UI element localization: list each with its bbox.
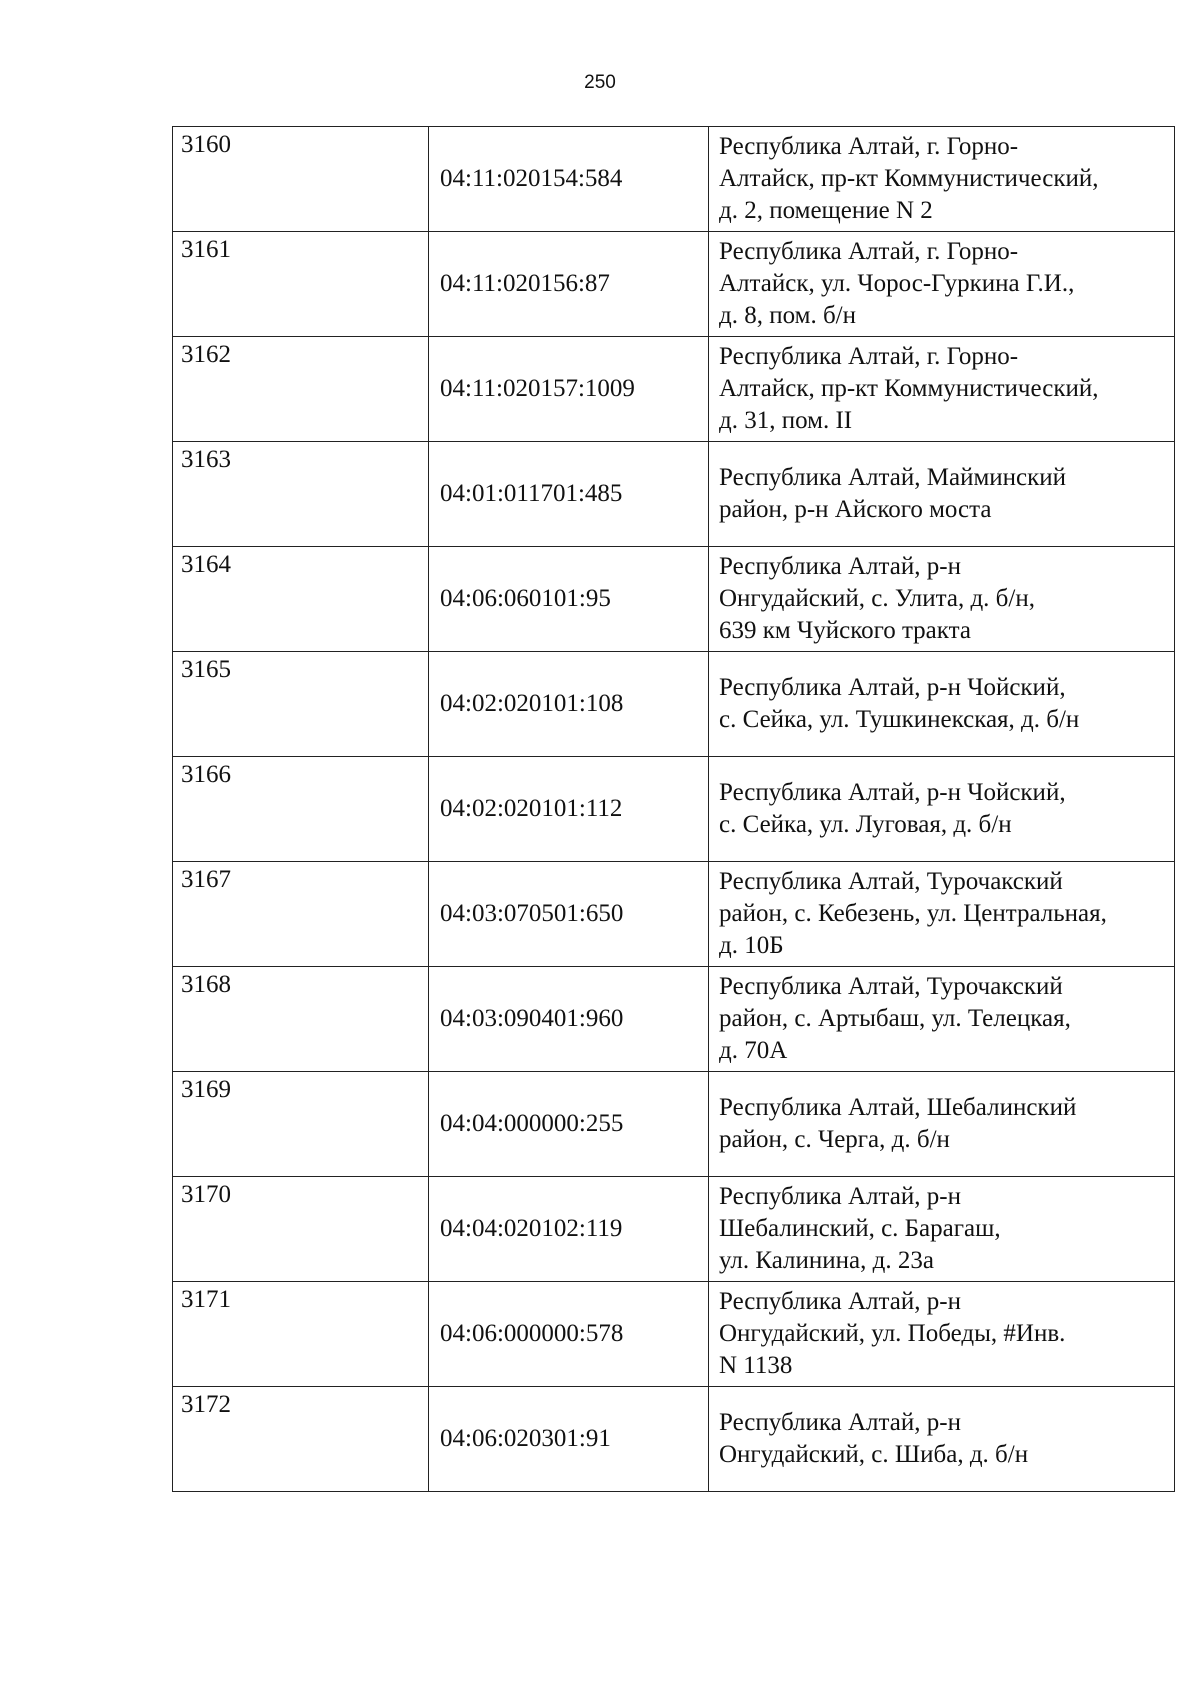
table-row — [173, 442, 1175, 547]
table-row — [173, 652, 1175, 757]
table-row — [173, 862, 1175, 967]
row-number-cell — [173, 337, 429, 442]
address-line: д. 70А — [719, 1037, 788, 1064]
address-cell — [709, 232, 1175, 337]
cadastral-number: 04:06:020301:91 — [440, 1425, 611, 1452]
cadastral-number: 04:06:060101:95 — [440, 585, 611, 612]
table-row — [173, 967, 1175, 1072]
address-line: Республика Алтай, г. Горно- — [719, 238, 1019, 265]
table-row — [173, 232, 1175, 337]
address-line: N 1138 — [719, 1352, 793, 1379]
address-cell — [709, 127, 1175, 232]
row-number-cell — [173, 1177, 429, 1282]
address-line: Республика Алтай, р-н — [719, 1183, 961, 1210]
address-cell — [709, 1177, 1175, 1282]
row-number: 3160 — [181, 131, 231, 158]
address-line: Республика Алтай, р-н Чойский, — [719, 674, 1066, 701]
address-line: Республика Алтай, р-н — [719, 553, 961, 580]
cadastral-cell — [429, 862, 709, 967]
cadastral-cell — [429, 1282, 709, 1387]
address-cell — [709, 652, 1175, 757]
row-number-cell — [173, 127, 429, 232]
cadastral-cell — [429, 757, 709, 862]
address-line: д. 10Б — [719, 932, 784, 959]
row-number-cell — [173, 1387, 429, 1492]
cadastral-cell — [429, 1072, 709, 1177]
address-line: 639 км Чуйского тракта — [719, 617, 971, 644]
cadastral-number: 04:04:020102:119 — [440, 1215, 623, 1242]
address-line: Алтайск, пр-кт Коммунистический, — [719, 375, 1099, 402]
address-cell — [709, 1072, 1175, 1177]
address-line: Республика Алтай, г. Горно- — [719, 133, 1019, 160]
cadastral-cell — [429, 337, 709, 442]
address-line: Республика Алтай, Майминский — [719, 464, 1067, 491]
address-cell — [709, 1387, 1175, 1492]
cadastral-cell — [429, 1177, 709, 1282]
address-line: с. Сейка, ул. Тушкинекская, д. б/н — [719, 706, 1080, 733]
row-number: 3169 — [181, 1076, 231, 1103]
row-number-cell — [173, 442, 429, 547]
row-number-cell — [173, 757, 429, 862]
cadastral-number: 04:03:070501:650 — [440, 900, 624, 927]
table-row — [173, 1177, 1175, 1282]
table-row — [173, 127, 1175, 232]
row-number: 3166 — [181, 761, 231, 788]
address-line: район, с. Артыбаш, ул. Телецкая, — [719, 1005, 1071, 1032]
address-cell — [709, 337, 1175, 442]
cadastral-cell — [429, 442, 709, 547]
address-line: Республика Алтай, р-н — [719, 1409, 961, 1436]
table-row — [173, 337, 1175, 442]
cadastral-number: 04:06:000000:578 — [440, 1320, 624, 1347]
row-number-cell — [173, 1282, 429, 1387]
row-number: 3162 — [181, 341, 231, 368]
address-line: д. 31, пом. II — [719, 407, 853, 434]
row-number-cell — [173, 232, 429, 337]
row-number-cell — [173, 967, 429, 1072]
cadastral-number: 04:04:000000:255 — [440, 1110, 624, 1137]
address-line: Шебалинский, с. Барагаш, — [719, 1215, 1001, 1242]
address-cell — [709, 967, 1175, 1072]
cadastral-number: 04:02:020101:108 — [440, 690, 624, 717]
address-line: район, с. Черга, д. б/н — [719, 1126, 950, 1153]
address-cell — [709, 862, 1175, 967]
address-line: ул. Калинина, д. 23а — [719, 1247, 934, 1274]
registry-table-body — [173, 127, 1175, 1492]
address-cell — [709, 547, 1175, 652]
table-row — [173, 1072, 1175, 1177]
address-line: Алтайск, пр-кт Коммунистический, — [719, 165, 1099, 192]
page-number: 250 — [584, 72, 616, 93]
cadastral-number: 04:01:011701:485 — [440, 480, 623, 507]
address-line: район, с. Кебезень, ул. Центральная, — [719, 900, 1107, 927]
address-cell — [709, 442, 1175, 547]
cadastral-cell — [429, 967, 709, 1072]
cadastral-cell — [429, 232, 709, 337]
row-number: 3168 — [181, 971, 231, 998]
table-row — [173, 547, 1175, 652]
row-number-cell — [173, 1072, 429, 1177]
row-number: 3165 — [181, 656, 231, 683]
address-line: Республика Алтай, Шебалинский — [719, 1094, 1077, 1121]
cadastral-cell — [429, 1387, 709, 1492]
address-line: Республика Алтай, Турочакский — [719, 973, 1063, 1000]
address-line: д. 2, помещение N 2 — [719, 197, 933, 224]
address-line: Онгудайский, ул. Победы, #Инв. — [719, 1320, 1066, 1347]
row-number: 3161 — [181, 236, 231, 263]
address-line: Онгудайский, с. Шиба, д. б/н — [719, 1441, 1029, 1468]
address-line: район, р-н Айского моста — [719, 496, 992, 523]
row-number: 3167 — [181, 866, 231, 893]
row-number: 3163 — [181, 446, 231, 473]
cadastral-cell — [429, 547, 709, 652]
cadastral-cell — [429, 127, 709, 232]
row-number: 3172 — [181, 1391, 231, 1418]
cadastral-number: 04:11:020156:87 — [440, 270, 610, 297]
table-row — [173, 757, 1175, 862]
cadastral-number: 04:11:020154:584 — [440, 165, 623, 192]
cadastral-number: 04:03:090401:960 — [440, 1005, 624, 1032]
row-number-cell — [173, 862, 429, 967]
registry-table — [172, 126, 1175, 1492]
address-line: Республика Алтай, г. Горно- — [719, 343, 1019, 370]
table-row — [173, 1282, 1175, 1387]
row-number-cell — [173, 547, 429, 652]
address-line: д. 8, пом. б/н — [719, 302, 856, 329]
address-line: с. Сейка, ул. Луговая, д. б/н — [719, 811, 1012, 838]
row-number: 3171 — [181, 1286, 231, 1313]
address-line: Онгудайский, с. Улита, д. б/н, — [719, 585, 1035, 612]
row-number-cell — [173, 652, 429, 757]
address-cell — [709, 757, 1175, 862]
table-row — [173, 1387, 1175, 1492]
address-line: Республика Алтай, Турочакский — [719, 868, 1063, 895]
address-line: Республика Алтай, р-н Чойский, — [719, 779, 1066, 806]
address-line: Алтайск, ул. Чорос-Гуркина Г.И., — [719, 270, 1075, 297]
address-line: Республика Алтай, р-н — [719, 1288, 961, 1315]
row-number: 3164 — [181, 551, 231, 578]
cadastral-number: 04:02:020101:112 — [440, 795, 623, 822]
cadastral-cell — [429, 652, 709, 757]
address-cell — [709, 1282, 1175, 1387]
row-number: 3170 — [181, 1181, 231, 1208]
cadastral-number: 04:11:020157:1009 — [440, 375, 635, 402]
